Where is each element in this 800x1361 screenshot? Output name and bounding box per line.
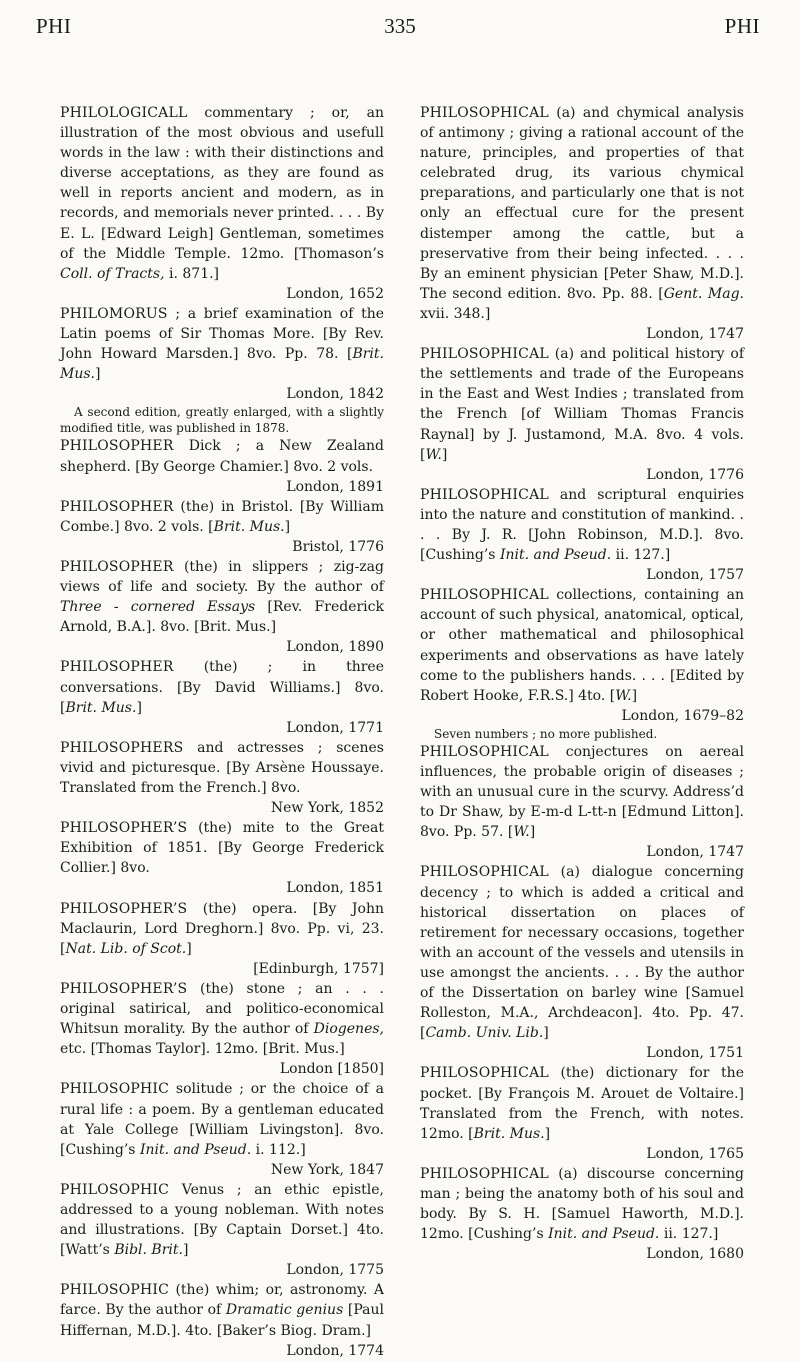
bibliography-entry — [420, 585, 744, 726]
entry-text-tail: [Rev. Frederick Arnold, B.A.]. 8vo. [Brit. Mus.] — [60, 599, 384, 636]
entry-imprint: [Edinburgh, 1757] — [253, 960, 384, 977]
entry-source-italic: Brit. Mus. — [60, 346, 384, 383]
bibliography-entry — [60, 557, 384, 657]
entry-text: (a) and political history of the settlements and trade of the Europeans in the East and West Indies ; translated from the French [of William Thomas Francis Raynal] by J. Justamond, M.A. 8vo. 4 vols. [ — [420, 346, 744, 463]
entry-text: (the) mite to the Great Exhibition of 1851. [By George Frederick Collier.] 8vo. — [60, 820, 384, 877]
entry-imprint: London, 1757 — [646, 567, 744, 584]
entry-imprint: London, 1680 — [646, 1246, 744, 1263]
bibliography-entry — [420, 344, 744, 485]
bibliography-entry — [60, 1079, 384, 1179]
entry-source-italic: Brit. Mus. — [65, 699, 137, 716]
entry-headword: PHILOSOPHIC — [60, 1081, 170, 1098]
bibliography-entry — [60, 304, 384, 404]
entry-text: Dick ; a New Zealand shepherd. [By George Chamier.] 8vo. 2 vols. — [60, 438, 384, 475]
entry-source-italic: Bibl. Brit. — [114, 1242, 183, 1259]
entry-imprint: New York, 1852 — [270, 800, 384, 817]
entry-imprint: London, 1891 — [286, 478, 384, 495]
entry-headword: PHILOSOPHER’S — [60, 980, 188, 997]
entry-headword: PHILOSOPHER — [60, 498, 174, 515]
entry-text-tail: i. 871.] — [164, 265, 220, 282]
entry-imprint: London, 1851 — [286, 880, 384, 897]
entry-text-tail: ] — [543, 1025, 549, 1042]
entry-text: (the) opera. [By John Maclaurin, Lord Dreghorn.] 8vo. Pp. vi, 23. [ — [60, 900, 384, 957]
entry-imprint: London, 1771 — [286, 719, 384, 736]
entry-text-tail: ] — [284, 518, 291, 535]
entry-text: (a) and chymical analysis of antimony ; giving a rational account of the nature, principles, and properties of that celebrated drug, its various chymical preparations, and particularly one that is not only an effectual cure for the present distemper among the cattle, but a preservative from their being infected. . . . By an eminent physician [Peter Shaw, M.D.]. The second edition. 8vo. Pp. 88. [ — [420, 105, 744, 302]
entry-imprint: New York, 1847 — [270, 1161, 384, 1178]
entry-text: (the) whim; or, astronomy. A farce. By the author of — [60, 1282, 384, 1319]
entry-text: conjectures on aereal influences, the probable origin of diseases ; with an unusual cure in the scurvy. Address’d to Dr Shaw, by E-m-d L-tt-n [Edmund Litton]. 8vo. Pp. 57. [ — [420, 743, 744, 841]
bibliography-entry — [420, 1063, 744, 1163]
bibliography-entry — [60, 979, 384, 1079]
entry-text-tail: ] — [529, 824, 536, 841]
entry-text: and scriptural enquiries into the nature and constitution of mankind. . . . By J. R. [John Robinson, M.D.]. 8vo. [Cushing’s — [420, 486, 744, 564]
entry-source-italic: Coll. of Tracts, — [60, 265, 165, 282]
entry-text-tail: ii. 127.] — [659, 1226, 719, 1243]
entry-text-tail: ] — [136, 699, 142, 716]
entry-source-italic: W. — [615, 687, 632, 704]
entry-text: ; a brief examination of the Latin poems of Sir Thomas More. [By Rev. John Howard Marsden.] 8vo. Pp. 78. [ — [60, 305, 384, 363]
entry-headword: PHILOSOPHER’S — [60, 820, 188, 837]
entry-imprint: London, 1747 — [646, 844, 744, 861]
entry-text: solitude ; or the choice of a rural life : a poem. By a gentleman educated at Yale College [William Livingston]. 8vo. [Cushing’s — [60, 1081, 384, 1158]
entry-text-tail: ] — [95, 366, 101, 383]
entry-imprint: London, 1842 — [286, 386, 384, 403]
bibliography-entry — [60, 738, 384, 818]
entry-text: Venus ; an ethic epistle, addressed to a young nobleman. With notes and illustrations. [By Captain Dorset.] 4to. [Watt’s — [60, 1181, 384, 1259]
entry-headword: PHILOSOPHICAL — [420, 1065, 549, 1082]
entry-source-italic: Init. and Pseud. — [548, 1226, 660, 1243]
entry-text: collections, containing an account of such physical, anatomical, optical, or other mathematical and philosophical experiments and observations as have lately come to the publishers hands. . . . [Edited by Robert Hooke, F.R.S.] 4to. [ — [420, 587, 744, 704]
entry-text: (the) dictionary for the pocket. [By François M. Arouet de Voltaire.] Translated from the French, with notes. 12mo. [ — [420, 1065, 744, 1142]
entry-headword: PHILOSOPHER — [60, 558, 174, 575]
entry-text: (the) in slippers ; zig-zag views of life and society. By the author of — [60, 558, 384, 596]
entry-source-italic: Diogenes, — [313, 1021, 384, 1038]
entry-imprint: London, 1679–82 — [621, 707, 744, 724]
bibliography-entry — [60, 103, 384, 304]
entry-headword: PHILOSOPHIC — [60, 1282, 170, 1299]
entry-source-italic: W. — [425, 446, 442, 463]
bibliography-entry — [60, 1180, 384, 1280]
entry-imprint: Bristol, 1776 — [292, 538, 384, 555]
entry-source-italic: Gent. Mag. — [663, 285, 744, 302]
bibliography-entry — [420, 862, 744, 1063]
entry-text-tail: ] — [544, 1125, 551, 1142]
entry-text: (a) dialogue concerning decency ; to which is added a critical and historical dissertation on places of retirement for necessary occasions, together with an account of the vessels and utensils in use amongst the ancients. . . . By the author of the Dissertation on barley wine [Samuel Rolleston, M.A., Archdeacon]. 4to. Pp. 47. [ — [420, 864, 744, 1042]
running-head-right: PHI — [724, 14, 760, 38]
entry-text-tail: ] — [186, 940, 192, 957]
entry-source-italic: Init. and Pseud. — [499, 547, 612, 564]
entry-source-italic: W. — [513, 824, 530, 841]
entry-headword: PHILOSOPHER — [60, 438, 174, 455]
entry-text-tail: ii. 127.] — [611, 547, 671, 564]
right-column — [420, 103, 744, 1264]
entry-headword: PHILOLOGICALL — [60, 105, 188, 121]
bibliography-entry — [60, 436, 384, 496]
entry-headword: PHILOSOPHER’S — [60, 900, 188, 917]
entry-headword: PHILOSOPHICAL — [420, 864, 549, 881]
entry-source-italic: Brit. Mus. — [213, 518, 285, 535]
entry-text: commentary ; or, an illustration of the most obvious and usefull words in the law : with their distinctions and diverse acceptations, as they are found as well in reports ancient and modern, as in records, and memorials never printed. . . . By E. L. [Edward Leigh] Gentleman, sometimes of the Middle Temple. 12mo. [Thomason’s — [60, 105, 384, 262]
entry-imprint: London [1850] — [279, 1061, 384, 1078]
entry-imprint: London, 1890 — [286, 639, 384, 656]
entry-note: Seven numbers ; no more published. — [434, 726, 658, 741]
entry-text: (the) in Bristol. [By William Combe.] 8vo. 2 vols. [ — [60, 498, 384, 535]
bibliography-entry — [60, 1280, 384, 1360]
page-header — [0, 0, 800, 60]
entry-source-italic: Nat. Lib. of Scot. — [65, 940, 187, 957]
entry-headword: PHILOSOPHICAL — [420, 743, 549, 760]
entry-text-tail: i. 112.] — [251, 1141, 306, 1158]
running-head-left: PHI — [36, 14, 72, 38]
entry-imprint: London, 1747 — [646, 326, 744, 343]
entry-headword: PHILOSOPHICAL — [420, 105, 549, 121]
entry-text-tail: ] — [182, 1242, 189, 1259]
entry-text: (a) discourse concerning man ; being the anatomy both of his soul and body. By S. H. [Samuel Haworth, M.D.]. 12mo. [Cushing’s — [420, 1165, 744, 1243]
entry-text-tail: ] — [631, 687, 638, 704]
entry-source-italic: Dramatic genius — [225, 1302, 344, 1319]
entry-imprint: London, 1776 — [646, 466, 744, 483]
entry-headword: PHILOSOPHERS — [60, 739, 184, 756]
entry-headword: PHILOSOPHICAL — [420, 1165, 549, 1182]
entry-text: (the) ; in three conversations. [By David Williams.] 8vo. [ — [60, 659, 384, 716]
entry-text-tail: [Paul Hiffernan, M.D.]. 4to. [Baker’s Biog. Dram.] — [60, 1302, 384, 1339]
entry-imprint: London, 1652 — [286, 285, 384, 302]
entry-text-tail: xvii. 348.] — [420, 305, 491, 322]
entry-text-tail: etc. [Thomas Taylor]. 12mo. [Brit. Mus.] — [60, 1041, 345, 1058]
entry-source-italic: Brit. Mus. — [473, 1125, 545, 1142]
entry-imprint: London, 1751 — [646, 1045, 744, 1062]
bibliography-entry — [420, 485, 744, 585]
entry-headword: PHILOSOPHER — [60, 659, 174, 676]
bibliography-entry — [420, 742, 744, 863]
entry-headword: PHILOSOPHICAL — [420, 587, 549, 604]
entry-headword: PHILOSOPHIC — [60, 1181, 170, 1198]
entry-imprint: London, 1774 — [286, 1342, 384, 1359]
bibliography-entry — [60, 818, 384, 898]
bibliography-entry — [60, 899, 384, 979]
entry-headword: PHILOMORUS — [60, 305, 168, 322]
bibliography-entry — [420, 103, 744, 344]
entry-text: and actresses ; scenes vivid and picturesque. [By Arsène Houssaye. Translated from the French.] 8vo. — [60, 739, 384, 796]
bibliography-entry — [60, 497, 384, 557]
entry-note: A second edition, greatly enlarged, with a slightly modified title, was published in 1878. — [60, 405, 384, 436]
entry-imprint: London, 1775 — [286, 1262, 384, 1279]
entry-text: (the) stone ; an . . . original satirical, and politico-economical Whitsun morality. By the author of — [60, 980, 384, 1038]
page-number: 335 — [384, 14, 416, 38]
entry-headword: PHILOSOPHICAL — [420, 346, 549, 363]
bibliography-entry — [60, 657, 384, 737]
entry-source-italic: Camb. Univ. Lib. — [425, 1025, 544, 1042]
entry-text-tail: ] — [441, 446, 448, 463]
entry-source-italic: Three - cornered Essays — [60, 599, 256, 616]
entry-source-italic: Init. and Pseud. — [139, 1141, 252, 1158]
entry-headword: PHILOSOPHICAL — [420, 486, 549, 503]
left-column — [60, 103, 384, 1361]
bibliography-entry — [420, 1164, 744, 1264]
entry-imprint: London, 1765 — [646, 1145, 744, 1162]
